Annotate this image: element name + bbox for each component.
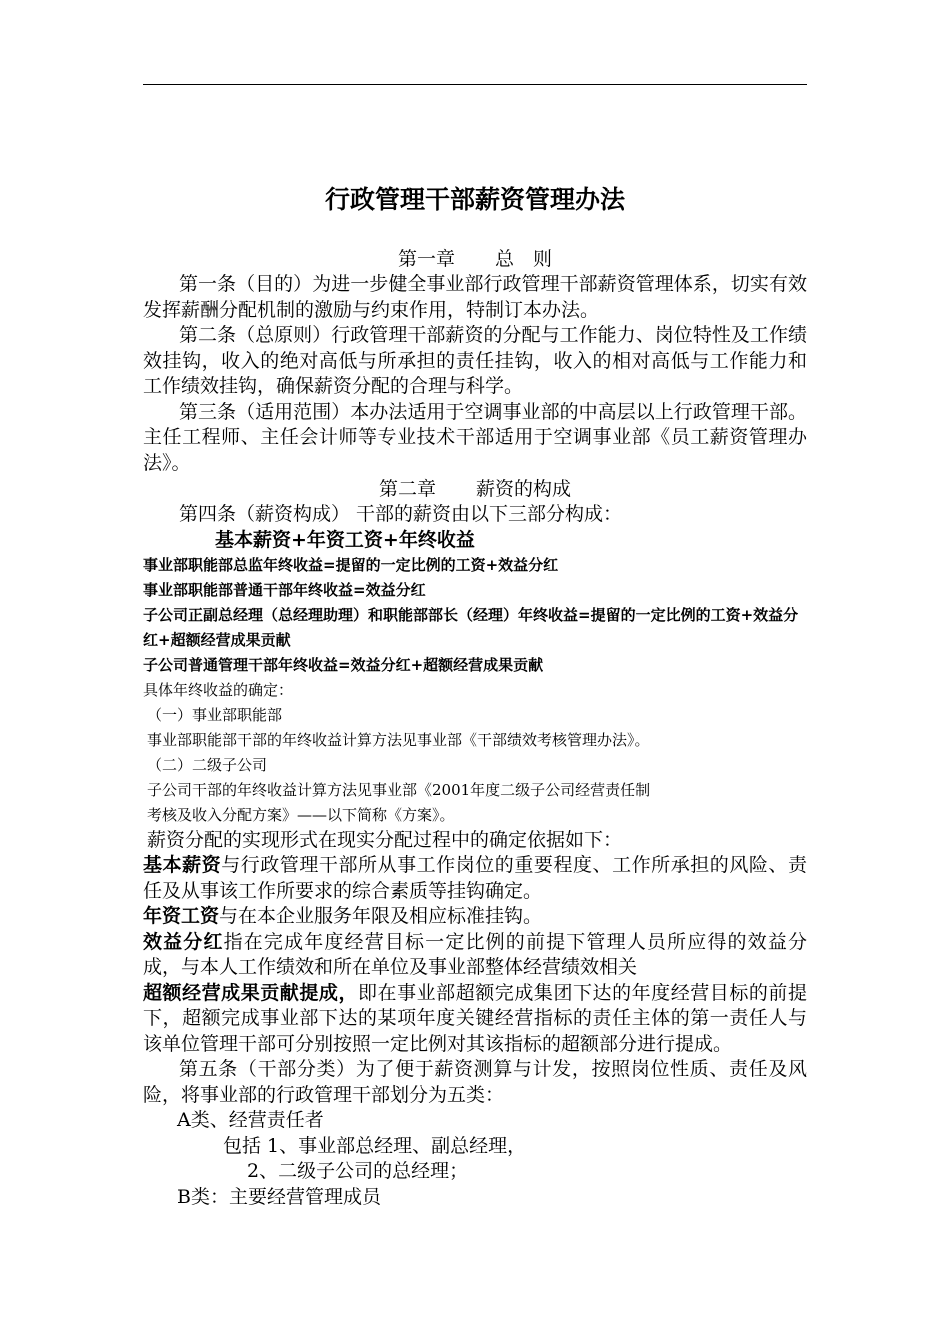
article-5-head: 第五条（干部分类）: [179, 1058, 356, 1080]
formula-line: 子公司正副总经理（总经理助理）和职能部部长（经理）年终收益=提留的一定比例的工资+效益分红+超额经营成果贡献: [143, 605, 799, 649]
article-3: [143, 400, 807, 477]
class-a-item-1: 包括 1、事业部总经理、副总经理，: [223, 1134, 527, 1157]
definition-excess-contribution-text: 即在事业部超额完成集团下达的年度经营目标的前提下，超额完成事业部下达的某项年度关键经营指标的责任主体的第一责任人与该单位管理干部可分别按照一定比例对其该指标的超额部分进行提成。: [143, 981, 807, 1055]
article-5-text: 为了便于薪资测算与计发，按照岗位性质、责任及风险，将事业部的行政管理干部划分为五类：: [143, 1058, 807, 1106]
article-4: [143, 502, 807, 528]
article-3-head: 第三条（适用范围）: [179, 400, 351, 423]
document-title: 行政管理干部薪资管理办法: [324, 185, 625, 214]
class-a-heading: A类、经营责任者: [177, 1109, 324, 1131]
chapter-1-number: 第一章: [397, 248, 455, 270]
chapter-2-heading: [143, 476, 807, 502]
class-b-heading: B类：主要经营管理成员: [177, 1185, 381, 1208]
definition-basic-salary: [143, 853, 807, 904]
article-1-text: 为进一步健全事业部行政管理干部薪资管理体系，切实有效发挥薪酬分配机制的激励与约束作用，特制订本办法。: [143, 273, 807, 321]
definition-basic-salary-text: 与行政管理干部所从事工作岗位的重要程度、工作所承担的风险、责任及从事该工作所要求的综合素质等挂钩确定。: [143, 854, 807, 902]
chapter-2-number: 第二章: [378, 478, 436, 500]
basis-intro: 薪资分配的实现形式在现实分配过程中的确定依据如下：: [147, 828, 623, 851]
term-seniority-pay: 年资工资: [143, 905, 220, 927]
subsection-1-title: （一）事业部职能部: [147, 705, 283, 724]
article-4-text: 干部的薪资由以下三部分构成：: [350, 503, 623, 525]
subsection-2-title: （二）二级子公司: [147, 755, 268, 774]
header-rule: [143, 84, 807, 85]
article-2-text: 行政管理干部薪资的分配与工作能力、岗位特性及工作绩效挂钩，收入的绝对高低与所承担的责任挂钩，收入的相对高低与工作能力和工作绩效挂钩，确保薪资分配的合理与科学。: [143, 324, 807, 397]
article-4-head: 第四条（薪资构成）: [179, 503, 351, 525]
article-5: [143, 1057, 807, 1108]
term-excess-contribution: 超额经营成果贡献提成，: [143, 981, 358, 1004]
term-basic-salary: 基本薪资: [143, 854, 222, 876]
definition-profit-bonus: [143, 930, 807, 981]
year-end-intro: 具体年终收益的确定：: [143, 680, 294, 699]
subsection-2-text-line-1: 子公司干部的年终收益计算方法见事业部《2001年度二级子公司经营责任制: [147, 780, 651, 799]
formula-line: 事业部职能部普通干部年终收益=效益分红: [143, 580, 426, 599]
definition-profit-bonus-text: 指在完成年度经营目标一定比例的前提下管理人员所应得的效益分成，与本人工作绩效和所在单位及事业部整体经营绩效相关: [143, 930, 807, 978]
chapter-2-name: 薪资的构成: [476, 478, 572, 500]
formula-line: 事业部职能部总监年终收益=提留的一定比例的工资+效益分红: [143, 555, 559, 574]
article-1-head: 第一条（目的）: [179, 273, 313, 295]
formula-line: 子公司普通管理干部年终收益=效益分红+超额经营成果贡献: [143, 655, 544, 674]
definition-excess-contribution: [143, 981, 807, 1058]
chapter-1-name: 总 则: [495, 248, 553, 270]
article-3-text: 本办法适用于空调事业部的中高层以上行政管理干部。主任工程师、主任会计师等专业技术干部适用于空调事业部《员工薪资管理办法》。: [143, 400, 807, 474]
article-2-head: 第二条（总原则）: [179, 324, 332, 346]
article-1: [143, 272, 807, 323]
definition-seniority-pay: [143, 904, 807, 930]
class-a-item-2: 2、二级子公司的总经理；: [247, 1160, 469, 1182]
salary-formula: 基本薪资+年资工资+年终收益: [215, 528, 475, 551]
chapter-1-heading: [143, 246, 807, 272]
term-profit-bonus: 效益分红: [143, 930, 224, 953]
definition-seniority-pay-text: 与在本企业服务年限及相应标准挂钩。: [219, 905, 543, 927]
subsection-1-text: 事业部职能部干部的年终收益计算方法见事业部《干部绩效考核管理办法》。: [147, 730, 650, 749]
subsection-2-text-line-2: 考核及收入分配方案》——以下简称《方案》。: [147, 805, 455, 824]
article-2: [143, 323, 807, 400]
document-page: [143, 170, 807, 1210]
